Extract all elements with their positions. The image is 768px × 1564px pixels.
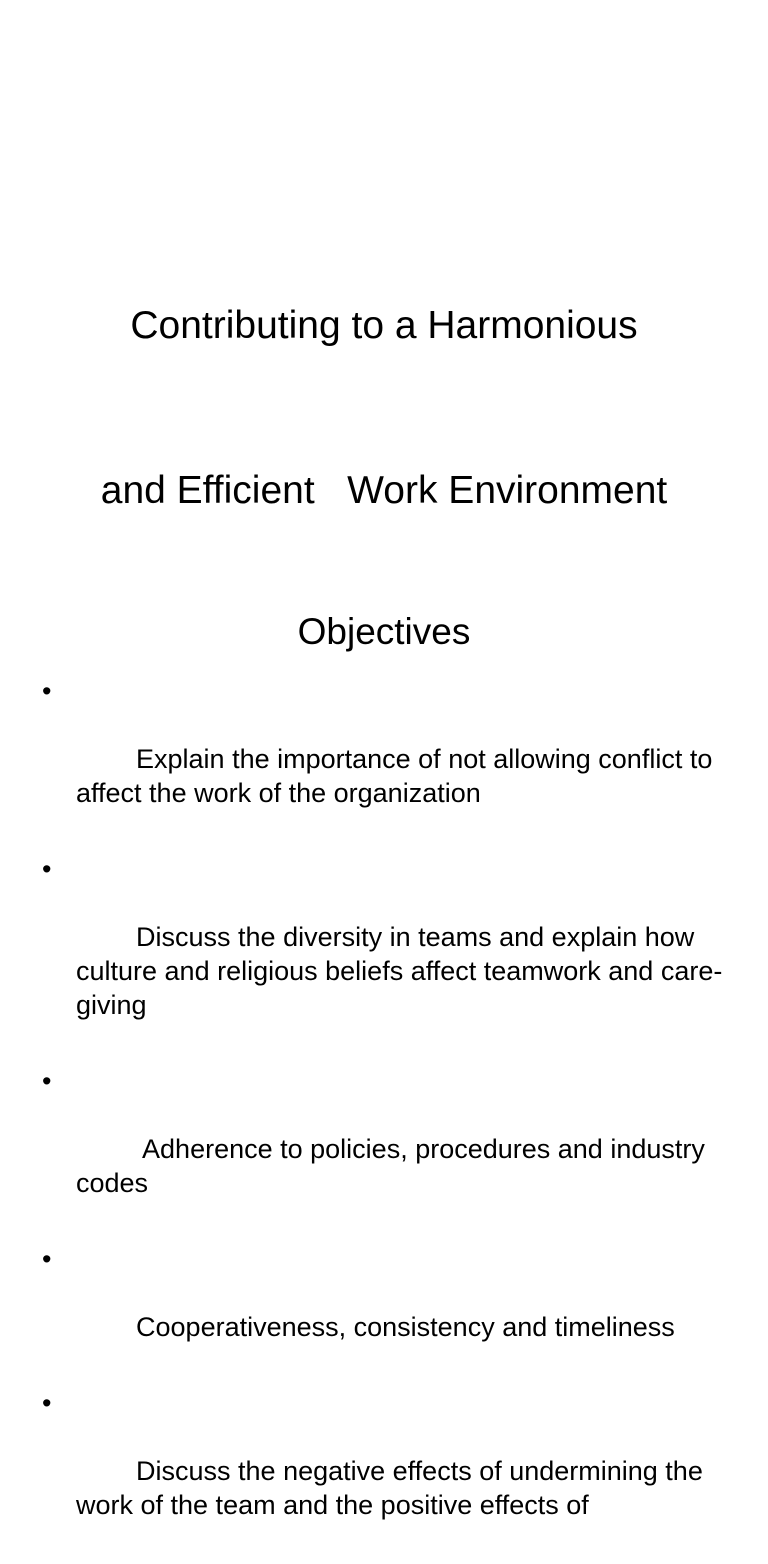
objectives-heading: Objectives — [297, 611, 471, 652]
objectives-list — [42, 674, 748, 1564]
list-item — [42, 1242, 748, 1378]
objectives-slide — [0, 576, 768, 1520]
list-item-text: Discuss the negative effects of undermining the work of the team and the positive effects of — [76, 1456, 711, 1520]
bullet-icon: • — [42, 1244, 52, 1274]
bullet-icon: • — [42, 1388, 52, 1418]
list-item — [42, 852, 748, 1056]
list-item-text: Discuss the diversity in teams and explain how culture and religious beliefs affect teamwork and care-giving — [76, 922, 723, 1020]
title-line-2: and Efficient Work Environment — [100, 469, 668, 512]
bullet-icon: • — [42, 676, 52, 706]
list-item-text: Cooperativeness, consistency and timeliness — [136, 1312, 675, 1342]
bullet-icon: • — [42, 1066, 52, 1096]
slide-title — [40, 188, 728, 628]
title-line-1: Contributing to a Harmonious — [130, 304, 638, 347]
list-item — [42, 1386, 748, 1556]
list-item-text: Explain the importance of not allowing conflict to affect the work of the organization — [76, 744, 720, 808]
list-item-text: Adherence to policies, procedures and industry codes — [76, 1134, 713, 1198]
list-item — [42, 674, 748, 844]
bullet-icon: • — [42, 854, 52, 884]
list-item — [42, 1064, 748, 1234]
title-slide — [0, 0, 768, 576]
